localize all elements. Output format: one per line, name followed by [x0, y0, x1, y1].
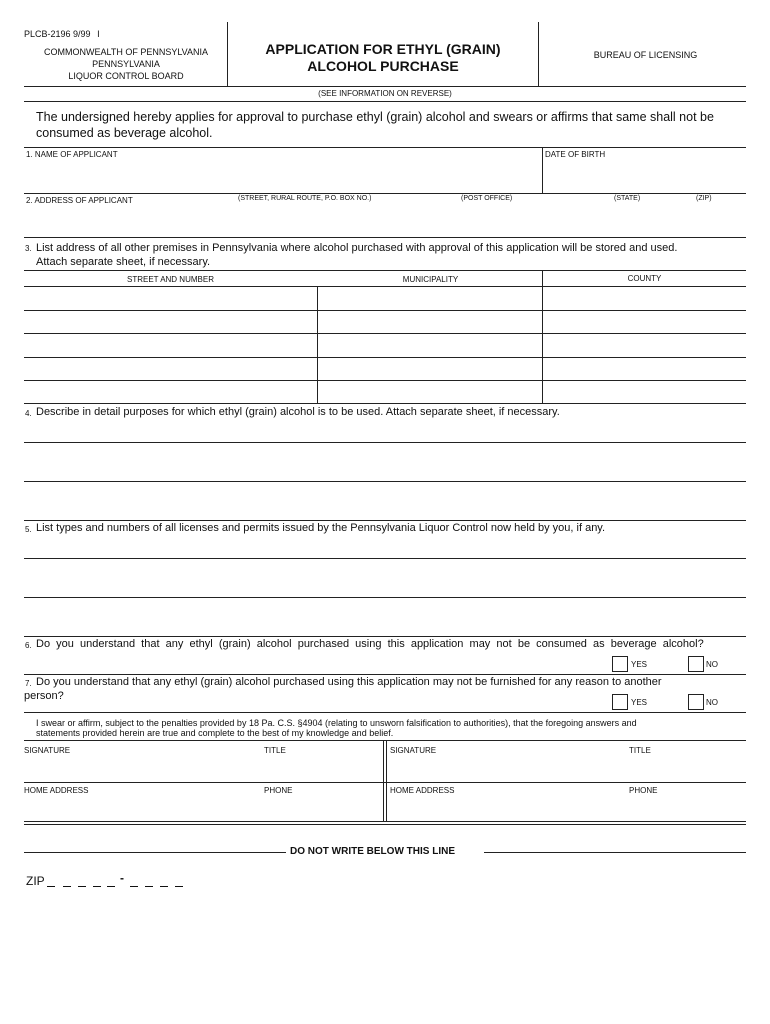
q3-bottom-rule: [24, 403, 746, 404]
see-info-note: (SEE INFORMATION ON REVERSE): [318, 89, 452, 98]
signature-bottom-rule-2: [24, 824, 746, 825]
q7-no-checkbox[interactable]: [688, 694, 704, 710]
zip-digit-6: [130, 886, 138, 887]
oath-statement: [36, 718, 637, 738]
q7-yes-checkbox[interactable]: [612, 694, 628, 710]
oath-line-2: statements provided herein are true and complete to the best of my knowledge and belief.: [36, 728, 394, 738]
phone-label-right: PHONE: [629, 786, 658, 795]
q7-number: 7.: [25, 679, 32, 688]
title-line-1: APPLICATION FOR ETHYL (GRAIN): [265, 41, 501, 57]
agency-block: [26, 46, 226, 82]
q3-header-rule: [24, 286, 746, 287]
q6-number: 6.: [25, 641, 32, 650]
zip-digit-2: [63, 886, 71, 887]
title-label-right: TITLE: [629, 746, 651, 755]
do-not-write-line-left: [24, 852, 286, 853]
q3-row-rule-2: [24, 333, 746, 334]
q4-question: Describe in detail purposes for which ethyl (grain) alcohol is to be used. Attach separate sheet, if necessary.: [36, 406, 560, 418]
agency-line-1: COMMONWEALTH OF PENNSYLVANIA: [43, 47, 209, 57]
zip-digit-9: [175, 886, 183, 887]
q6-no-label: NO: [706, 660, 718, 669]
home-address-input-left[interactable]: [28, 800, 378, 818]
zip-separator: -: [120, 871, 124, 885]
dob-divider: [542, 147, 543, 193]
oath-line-1: I swear or affirm, subject to the penalties provided by 18 Pa. C.S. §4904 (relating to unsworn falsification to authorities), that the foregoing answers and: [36, 718, 637, 728]
q5-number: 5.: [25, 525, 32, 534]
q3-row-rule-3: [24, 357, 746, 358]
signature-label-right: SIGNATURE: [390, 746, 437, 755]
q7-question-line-2: person?: [24, 690, 64, 702]
col-street-and-number: STREET AND NUMBER: [127, 275, 214, 284]
form-title: [228, 41, 538, 75]
zip-digit-1: [47, 886, 55, 887]
street-hint: (STREET, RURAL ROUTE, P.O. BOX NO.): [238, 195, 372, 202]
zip-digit-5: [107, 886, 115, 887]
title-line-2: ALCOHOL PURCHASE: [307, 58, 459, 74]
signature-divider-2: [386, 740, 387, 822]
home-address-label-left: HOME ADDRESS: [24, 786, 89, 795]
q3-number: 3.: [25, 244, 32, 253]
q6-yes-label: YES: [631, 660, 648, 669]
q5-answer-line-1: [24, 558, 746, 559]
q4-answer-line-3: [24, 520, 746, 521]
signature-mid-rule: [24, 782, 746, 783]
zip-digit-3: [78, 886, 86, 887]
do-not-write-line-right: [484, 852, 746, 853]
date-of-birth-input[interactable]: [548, 168, 743, 188]
home-address-input-right[interactable]: [394, 800, 744, 818]
zip-hint: (ZIP): [696, 195, 712, 202]
q5-answer-line-3: [24, 636, 746, 637]
signature-input-left[interactable]: [28, 760, 378, 778]
q6-yes-checkbox[interactable]: [612, 656, 628, 672]
intro-line-2: consumed as beverage alcohol.: [36, 126, 213, 140]
do-not-write-label: DO NOT WRITE BELOW THIS LINE: [290, 846, 455, 857]
zip-label: ZIP: [26, 874, 45, 888]
q4-number: 4.: [25, 409, 32, 418]
q3-row-rule-4: [24, 380, 746, 381]
intro-line-1: The undersigned hereby applies for approval to purchase ethyl (grain) alcohol and swears or affirms that same shall not be: [36, 110, 714, 124]
home-address-label-right: HOME ADDRESS: [390, 786, 455, 795]
signature-divider-1: [383, 740, 384, 822]
q4-answer-line-2: [24, 481, 746, 482]
q6-no-checkbox[interactable]: [688, 656, 704, 672]
q4-answer-line-1: [24, 442, 746, 443]
q6-question: Do you understand that any ethyl (grain) alcohol purchased using this application may not be consumed as beverage alcohol?: [36, 638, 704, 650]
q1-top-rule: [24, 147, 746, 148]
name-of-applicant-input[interactable]: [40, 168, 535, 188]
form-id: PLCB-2196 9/99 I: [24, 29, 100, 39]
signature-bottom-rule-1: [24, 821, 746, 822]
address-of-applicant-label: 2. ADDRESS OF APPLICANT: [26, 196, 133, 205]
name-of-applicant-label: 1. NAME OF APPLICANT: [26, 150, 118, 159]
agency-line-2: PENNSYLVANIA: [92, 59, 160, 69]
signature-label-left: SIGNATURE: [24, 746, 71, 755]
state-hint: (STATE): [614, 195, 641, 202]
phone-label-left: PHONE: [264, 786, 293, 795]
q3-line-1: List address of all other premises in Pennsylvania where alcohol purchased with approval of this application will be stored and used.: [36, 242, 678, 254]
col-county: COUNTY: [627, 274, 662, 283]
post-office-hint: (POST OFFICE): [461, 195, 513, 202]
q3-col-divider-2: [542, 270, 543, 403]
form-mark: I: [97, 29, 100, 39]
signature-top-rule: [24, 740, 746, 741]
q3-table-top: [24, 270, 746, 271]
signature-input-right[interactable]: [394, 760, 744, 778]
col-municipality: MUNICIPALITY: [402, 275, 459, 284]
q3-row-rule-1: [24, 310, 746, 311]
q7-question-line-1: Do you understand that any ethyl (grain) alcohol purchased using this application may not be furnished for any reason to another: [36, 676, 662, 688]
bureau-label: BUREAU OF LICENSING: [593, 50, 698, 60]
q3-col-divider-1: [317, 286, 318, 403]
zip-digit-7: [145, 886, 153, 887]
header-rule-2: [24, 101, 746, 102]
q3-top-rule: [24, 237, 746, 238]
q2-top-rule: [24, 193, 746, 194]
q5-answer-line-2: [24, 597, 746, 598]
oath-top-rule: [24, 712, 746, 713]
address-of-applicant-input[interactable]: [40, 212, 740, 232]
q7-top-rule: [24, 674, 746, 675]
intro-statement: [36, 109, 714, 141]
q3-question: [36, 241, 677, 269]
q7-yes-label: YES: [631, 698, 648, 707]
date-of-birth-label: DATE OF BIRTH: [545, 150, 606, 159]
header-rule: [24, 86, 746, 87]
q3-line-2: Attach separate sheet, if necessary.: [36, 256, 211, 268]
zip-digit-8: [160, 886, 168, 887]
title-label-left: TITLE: [264, 746, 286, 755]
zip-digit-4: [93, 886, 101, 887]
q7-no-label: NO: [706, 698, 718, 707]
q5-question: List types and numbers of all licenses and permits issued by the Pennsylvania Liquor Control now held by you, if any.: [36, 522, 606, 534]
agency-line-3: LIQUOR CONTROL BOARD: [68, 71, 184, 81]
